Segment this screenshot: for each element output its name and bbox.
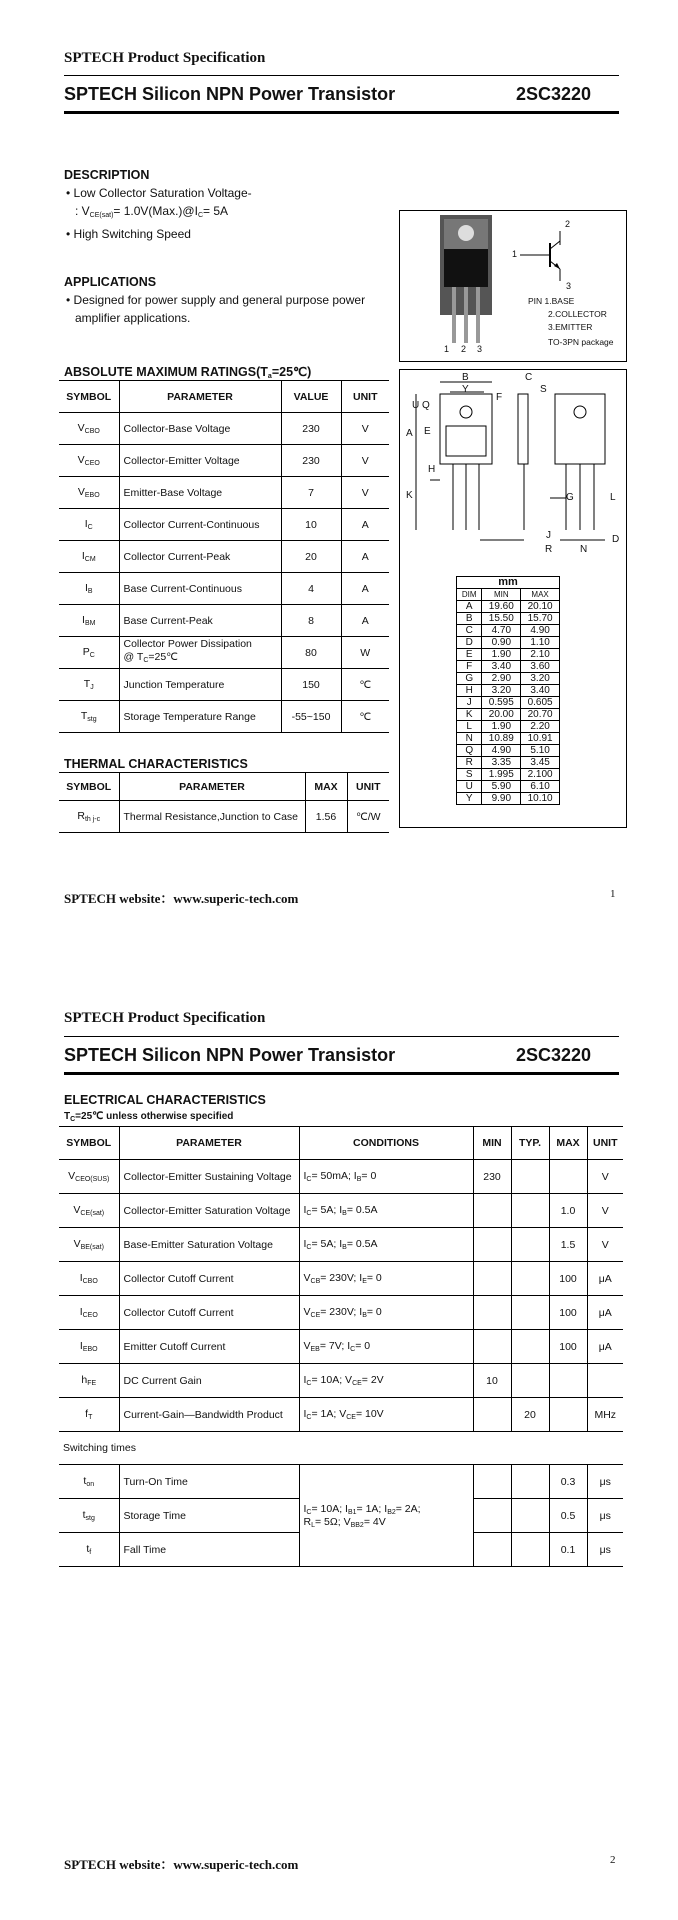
elec-max: 100 <box>549 1262 587 1296</box>
elec-conditions: $I_C= 1A$; $V_{CE}= 10V$ <box>299 1398 473 1432</box>
abs-max-row <box>59 445 389 477</box>
elec-parameter: Collector Cutoff Current <box>119 1262 299 1296</box>
switching-max: 0.5 <box>549 1499 587 1533</box>
elec-conditions: $I_C= 10A$; $V_{CE}= 2V$ <box>299 1364 473 1398</box>
abs-max-header-parameter: PARAMETER <box>119 381 281 413</box>
page2-header-small: SPTECH Product Specification <box>64 1010 266 1026</box>
abs-max-value: 4 <box>281 573 341 605</box>
elec-unit: μA <box>587 1296 623 1330</box>
elec-parameter: Collector-Emitter Sustaining Voltage <box>119 1160 299 1194</box>
switching-symbol: $t_{on}$ <box>59 1465 119 1499</box>
page2-header-title: SPTECH Silicon NPN Power Transistor <box>64 1045 396 1065</box>
elec-parameter: Emitter Cutoff Current <box>119 1330 299 1364</box>
dim-max: 20.10 <box>521 601 560 613</box>
elec-max <box>549 1398 587 1432</box>
dim-letter: J <box>457 697 482 709</box>
thermal-table <box>59 772 389 833</box>
switching-min <box>473 1465 511 1499</box>
elec-conditions: $I_C= 50mA$; $I_B= 0$ <box>299 1160 473 1194</box>
abs-max-parameter: Emitter-Base Voltage <box>119 477 281 509</box>
dim-row <box>457 673 560 685</box>
applications-list <box>66 291 396 327</box>
dim-min: 1.90 <box>482 649 521 661</box>
dim-letter: F <box>457 661 482 673</box>
elec-conditions: $V_{EB}= 7V$; $I_C= 0$ <box>299 1330 473 1364</box>
abs-max-parameter: Collector-Emitter Voltage <box>119 445 281 477</box>
switching-unit: μs <box>587 1533 623 1567</box>
abs-max-symbol: $V_{EBO}$ <box>59 477 119 509</box>
elec-unit: μA <box>587 1262 623 1296</box>
abs-max-value: 230 <box>281 445 341 477</box>
dim-row <box>457 637 560 649</box>
elec-header-symbol: SYMBOL <box>59 1127 119 1160</box>
switching-typ <box>511 1499 549 1533</box>
dim-label-b: B <box>462 372 469 383</box>
abs-max-row <box>59 573 389 605</box>
dim-label-l: L <box>610 492 616 503</box>
elec-parameter: Current-Gain—Bandwidth Product <box>119 1398 299 1432</box>
switching-min <box>473 1499 511 1533</box>
abs-max-symbol: $T_J$ <box>59 669 119 701</box>
page1-header-rule-thick <box>64 111 619 114</box>
abs-max-unit: V <box>341 477 389 509</box>
elec-typ: 20 <box>511 1398 549 1432</box>
switching-symbol: $t_{stg}$ <box>59 1499 119 1533</box>
dim-row <box>457 793 560 805</box>
dim-row <box>457 697 560 709</box>
dim-row <box>457 769 560 781</box>
elec-max <box>549 1160 587 1194</box>
elec-max <box>549 1364 587 1398</box>
dim-label-h: H <box>428 464 436 475</box>
abs-max-parameter: Base Current-Continuous <box>119 573 281 605</box>
dim-min: 20.00 <box>482 709 521 721</box>
page2-part-number: 2SC3220 <box>516 1045 592 1065</box>
symbol-pin-1: 1 <box>512 249 518 259</box>
elec-parameter: Collector Cutoff Current <box>119 1296 299 1330</box>
dim-header-dim: DIM <box>457 589 482 601</box>
elec-unit <box>587 1364 623 1398</box>
dim-row <box>457 649 560 661</box>
elec-unit: μA <box>587 1330 623 1364</box>
dim-max: 3.20 <box>521 673 560 685</box>
elec-max: 1.0 <box>549 1194 587 1228</box>
abs-max-parameter: Junction Temperature <box>119 669 281 701</box>
abs-max-parameter: Collector Current-Peak <box>119 541 281 573</box>
dim-row <box>457 613 560 625</box>
abs-max-row <box>59 669 389 701</box>
elec-typ <box>511 1330 549 1364</box>
dim-letter: L <box>457 721 482 733</box>
page1-header-small: SPTECH Product Specification <box>64 50 266 66</box>
dim-letter: H <box>457 685 482 697</box>
abs-max-parameter: Storage Temperature Range <box>119 701 281 733</box>
dim-max: 10.10 <box>521 793 560 805</box>
elec-table <box>59 1126 623 1567</box>
dim-row <box>457 709 560 721</box>
dim-letter: G <box>457 673 482 685</box>
elec-row <box>59 1228 623 1262</box>
pin-label-2: 2 <box>461 344 467 354</box>
elec-min <box>473 1330 511 1364</box>
elec-row <box>59 1194 623 1228</box>
switching-min <box>473 1533 511 1567</box>
abs-max-value: 80 <box>281 637 341 669</box>
abs-max-symbol: $I_{BM}$ <box>59 605 119 637</box>
dim-max: 6.10 <box>521 781 560 793</box>
abs-max-value: 10 <box>281 509 341 541</box>
dim-max: 1.10 <box>521 637 560 649</box>
dim-label-r: R <box>545 544 553 555</box>
description-list <box>66 184 386 243</box>
thermal-header-parameter: PARAMETER <box>119 773 305 801</box>
elec-min <box>473 1228 511 1262</box>
dim-label-n: N <box>580 544 588 555</box>
thermal-unit: ℃/W <box>347 801 389 833</box>
abs-max-unit: A <box>341 605 389 637</box>
page1-header-rule-thin <box>64 75 619 76</box>
elec-max: 100 <box>549 1296 587 1330</box>
dimension-box <box>399 369 627 828</box>
applications-title: APPLICATIONS <box>64 275 157 289</box>
dim-label-d: D <box>612 534 620 545</box>
dim-letter: U <box>457 781 482 793</box>
elec-row <box>59 1330 623 1364</box>
applications-item-1: • Designed for power supply and general purpose power <box>66 293 366 307</box>
dim-label-e: E <box>424 426 431 437</box>
symbol-pin-2: 2 <box>565 219 571 229</box>
dim-row <box>457 733 560 745</box>
dim-max: 2.20 <box>521 721 560 733</box>
abs-max-symbol: $V_{CBO}$ <box>59 413 119 445</box>
dim-max: 3.45 <box>521 757 560 769</box>
thermal-parameter: Thermal Resistance,Junction to Case <box>119 801 305 833</box>
dim-label-c: C <box>525 372 533 383</box>
dim-unit: mm <box>457 577 560 589</box>
elec-header-parameter: PARAMETER <box>119 1127 299 1160</box>
elec-title: ELECTRICAL CHARACTERISTICS <box>64 1093 266 1107</box>
page1-header-title: SPTECH Silicon NPN Power Transistor <box>64 84 396 104</box>
thermal-symbol: $R_{th j-c}$ <box>59 801 119 833</box>
dim-label-y: Y <box>462 384 469 395</box>
dim-max: 0.605 <box>521 697 560 709</box>
pin-label-1: 1 <box>444 344 450 354</box>
elec-unit: V <box>587 1160 623 1194</box>
elec-max: 100 <box>549 1330 587 1364</box>
pin-label-3: 3 <box>477 344 483 354</box>
dim-max: 5.10 <box>521 745 560 757</box>
dim-min: 19.60 <box>482 601 521 613</box>
dim-max: 2.10 <box>521 649 560 661</box>
dim-row <box>457 781 560 793</box>
elec-subtitle: $T_C=25℃$ unless otherwise specified <box>64 1111 234 1123</box>
abs-max-header-symbol: SYMBOL <box>59 381 119 413</box>
dim-min: 3.20 <box>482 685 521 697</box>
thermal-max: 1.56 <box>305 801 347 833</box>
dim-min: 4.70 <box>482 625 521 637</box>
dim-max: 3.60 <box>521 661 560 673</box>
dim-max: 4.90 <box>521 625 560 637</box>
elec-typ <box>511 1262 549 1296</box>
page2-header-rule-thick <box>64 1072 619 1075</box>
elec-row <box>59 1364 623 1398</box>
abs-max-symbol: $I_B$ <box>59 573 119 605</box>
dim-label-q: Q <box>422 400 430 411</box>
symbol-pin-3: 3 <box>566 281 572 291</box>
abs-max-row <box>59 605 389 637</box>
dim-label-j: J <box>546 530 551 541</box>
dim-min: 10.89 <box>482 733 521 745</box>
abs-max-title: ABSOLUTE MAXIMUM $RATINGS(T_a=25℃)$ <box>64 365 312 380</box>
elec-parameter: DC Current Gain <box>119 1364 299 1398</box>
page2-footer: SPTECH website：www.superic-tech.com <box>64 1857 299 1872</box>
dim-min: 4.90 <box>482 745 521 757</box>
dim-max: 15.70 <box>521 613 560 625</box>
abs-max-value: 7 <box>281 477 341 509</box>
elec-min <box>473 1398 511 1432</box>
switching-parameter: Storage Time <box>119 1499 299 1533</box>
page2-header-rule-thin <box>64 1036 619 1037</box>
abs-max-value: 20 <box>281 541 341 573</box>
elec-min: 10 <box>473 1364 511 1398</box>
dim-letter: N <box>457 733 482 745</box>
elec-header-conditions: CONDITIONS <box>299 1127 473 1160</box>
elec-symbol: $I_{CEO}$ <box>59 1296 119 1330</box>
abs-max-rows <box>59 413 389 733</box>
description-item-1b: : $V_{CE(sat)}=$ $1.0V(Max.)@I_C= 5A$ <box>75 204 229 219</box>
elec-symbol: $I_{CBO}$ <box>59 1262 119 1296</box>
elec-min <box>473 1194 511 1228</box>
dim-letter: Y <box>457 793 482 805</box>
dim-min: 5.90 <box>482 781 521 793</box>
elec-typ <box>511 1160 549 1194</box>
elec-parameter: Collector-Emitter Saturation Voltage <box>119 1194 299 1228</box>
dim-min: 0.90 <box>482 637 521 649</box>
package-box <box>399 210 627 362</box>
elec-symbol: $V_{CE(sat)}$ <box>59 1194 119 1228</box>
dim-row <box>457 661 560 673</box>
abs-max-row <box>59 509 389 541</box>
elec-symbol: $I_{EBO}$ <box>59 1330 119 1364</box>
abs-max-symbol: $I_{CM}$ <box>59 541 119 573</box>
dim-label-u: U <box>412 400 420 411</box>
switching-typ <box>511 1533 549 1567</box>
abs-max-row <box>59 637 389 669</box>
elec-conditions: $I_C= 5A$; $I_B= 0.5A$ <box>299 1228 473 1262</box>
abs-max-unit: A <box>341 541 389 573</box>
elec-row <box>59 1262 623 1296</box>
dim-row <box>457 625 560 637</box>
abs-max-value: 150 <box>281 669 341 701</box>
thermal-header-symbol: SYMBOL <box>59 773 119 801</box>
abs-max-parameter: Base Current-Peak <box>119 605 281 637</box>
pin-text-collector: 2.COLLECTOR <box>548 309 607 319</box>
dim-row <box>457 745 560 757</box>
elec-header-max: MAX <box>549 1127 587 1160</box>
abs-max-parameter: Collector-Base Voltage <box>119 413 281 445</box>
dim-letter: C <box>457 625 482 637</box>
dim-max: 10.91 <box>521 733 560 745</box>
switching-label: Switching times <box>59 1432 623 1465</box>
elec-unit: MHz <box>587 1398 623 1432</box>
dim-row <box>457 721 560 733</box>
dim-label-a: A <box>406 428 413 439</box>
elec-rows <box>59 1160 623 1432</box>
thermal-header-max: MAX <box>305 773 347 801</box>
elec-symbol: $h_{FE}$ <box>59 1364 119 1398</box>
page2-number: 2 <box>610 1854 616 1866</box>
dim-row <box>457 601 560 613</box>
abs-max-unit: W <box>341 637 389 669</box>
elec-symbol: $V_{BE(sat)}$ <box>59 1228 119 1262</box>
dim-letter: S <box>457 769 482 781</box>
elec-parameter: Base-Emitter Saturation Voltage <box>119 1228 299 1262</box>
elec-header-min: MIN <box>473 1127 511 1160</box>
elec-min <box>473 1296 511 1330</box>
abs-max-row <box>59 477 389 509</box>
elec-min <box>473 1262 511 1296</box>
dim-min: 2.90 <box>482 673 521 685</box>
elec-conditions: $V_{CE}= 230V$; $I_B= 0$ <box>299 1296 473 1330</box>
switching-parameter: Fall Time <box>119 1533 299 1567</box>
dimension-table <box>456 576 560 805</box>
switching-max: 0.1 <box>549 1533 587 1567</box>
elec-row <box>59 1296 623 1330</box>
description-title: DESCRIPTION <box>64 168 150 182</box>
elec-symbol: $f_T$ <box>59 1398 119 1432</box>
abs-max-row <box>59 413 389 445</box>
thermal-header-unit: UNIT <box>347 773 389 801</box>
page1-number: 1 <box>610 888 616 900</box>
abs-max-value: -55~150 <box>281 701 341 733</box>
dim-header-max: MAX <box>521 589 560 601</box>
switching-rows <box>59 1465 623 1567</box>
abs-max-row <box>59 541 389 573</box>
abs-max-header-unit: UNIT <box>341 381 389 413</box>
elec-unit: V <box>587 1194 623 1228</box>
elec-symbol: $V_{CEO(SUS)}$ <box>59 1160 119 1194</box>
abs-max-symbol: $I_C$ <box>59 509 119 541</box>
dim-min: 1.90 <box>482 721 521 733</box>
abs-max-unit: V <box>341 445 389 477</box>
pin-text-base: PIN 1.BASE <box>528 296 575 306</box>
abs-max-symbol: $V_{CEO}$ <box>59 445 119 477</box>
elec-typ <box>511 1194 549 1228</box>
page1-part-number: 2SC3220 <box>516 84 592 104</box>
dim-min: 3.40 <box>482 661 521 673</box>
dim-max: 2.100 <box>521 769 560 781</box>
pin-text-emitter: 3.EMITTER <box>548 322 593 332</box>
thermal-row <box>59 801 389 833</box>
dim-label-f: F <box>496 392 503 403</box>
elec-row <box>59 1398 623 1432</box>
abs-max-unit: A <box>341 509 389 541</box>
elec-row <box>59 1160 623 1194</box>
pin-description <box>528 295 614 349</box>
page1-footer: SPTECH website：www.superic-tech.com <box>64 891 299 906</box>
elec-min: 230 <box>473 1160 511 1194</box>
switching-unit: μs <box>587 1499 623 1533</box>
switching-parameter: Turn-On Time <box>119 1465 299 1499</box>
dim-label-g: G <box>566 492 574 503</box>
thermal-title: THERMAL CHARACTERISTICS <box>64 757 248 771</box>
switching-max: 0.3 <box>549 1465 587 1499</box>
dim-min: 0.595 <box>482 697 521 709</box>
switching-typ <box>511 1465 549 1499</box>
elec-max: 1.5 <box>549 1228 587 1262</box>
switching-unit: μs <box>587 1465 623 1499</box>
description-item-2: • High Switching Speed <box>66 227 191 241</box>
elec-header-unit: UNIT <box>587 1127 623 1160</box>
elec-typ <box>511 1364 549 1398</box>
dim-row <box>457 757 560 769</box>
dim-letter: Q <box>457 745 482 757</box>
abs-max-unit: V <box>341 413 389 445</box>
abs-max-parameter: Collector Power Dissipation @ $T_C=25℃$ <box>119 637 281 669</box>
dim-min: 3.35 <box>482 757 521 769</box>
switching-row <box>59 1465 623 1499</box>
abs-max-unit: ℃ <box>341 701 389 733</box>
abs-max-header-value: VALUE <box>281 381 341 413</box>
dim-min: 9.90 <box>482 793 521 805</box>
abs-max-unit: A <box>341 573 389 605</box>
applications-item-1b: amplifier applications. <box>75 311 191 325</box>
description-item-1: • Low Collector Saturation Voltage- <box>66 186 252 200</box>
dim-letter: K <box>457 709 482 721</box>
dim-label-s: S <box>540 384 547 395</box>
elec-header-typ: TYP. <box>511 1127 549 1160</box>
elec-typ <box>511 1296 549 1330</box>
abs-max-symbol: $T_{stg}$ <box>59 701 119 733</box>
elec-conditions: $I_C= 5A$; $I_B= 0.5A$ <box>299 1194 473 1228</box>
dim-max: 3.40 <box>521 685 560 697</box>
switching-label-row <box>59 1432 623 1465</box>
dim-letter: A <box>457 601 482 613</box>
dim-min: 15.50 <box>482 613 521 625</box>
abs-max-table <box>59 380 389 733</box>
dim-letter: D <box>457 637 482 649</box>
switching-conditions: $I_C= 10A$; $I_{B1}= 1A$; $I_{B2}= 2A$; $R_L= 5\Omega$; $V_{BB2}= 4V$ <box>299 1465 473 1567</box>
dim-letter: B <box>457 613 482 625</box>
dim-max: 20.70 <box>521 709 560 721</box>
abs-max-parameter: Collector Current-Continuous <box>119 509 281 541</box>
elec-unit: V <box>587 1228 623 1262</box>
abs-max-symbol: $P_C$ <box>59 637 119 669</box>
abs-max-value: 8 <box>281 605 341 637</box>
elec-conditions: $V_{CB}= 230V$; $I_E= 0$ <box>299 1262 473 1296</box>
dim-letter: R <box>457 757 482 769</box>
dim-letter: E <box>457 649 482 661</box>
elec-typ <box>511 1228 549 1262</box>
dim-header-min: MIN <box>482 589 521 601</box>
dim-label-k: K <box>406 490 413 501</box>
dimension-rows <box>457 601 560 805</box>
abs-max-value: 230 <box>281 413 341 445</box>
dim-min: 1.995 <box>482 769 521 781</box>
dim-row <box>457 685 560 697</box>
package-name: TO-3PN package <box>548 337 614 347</box>
abs-max-unit: ℃ <box>341 669 389 701</box>
abs-max-row <box>59 701 389 733</box>
switching-symbol: $t_f$ <box>59 1533 119 1567</box>
